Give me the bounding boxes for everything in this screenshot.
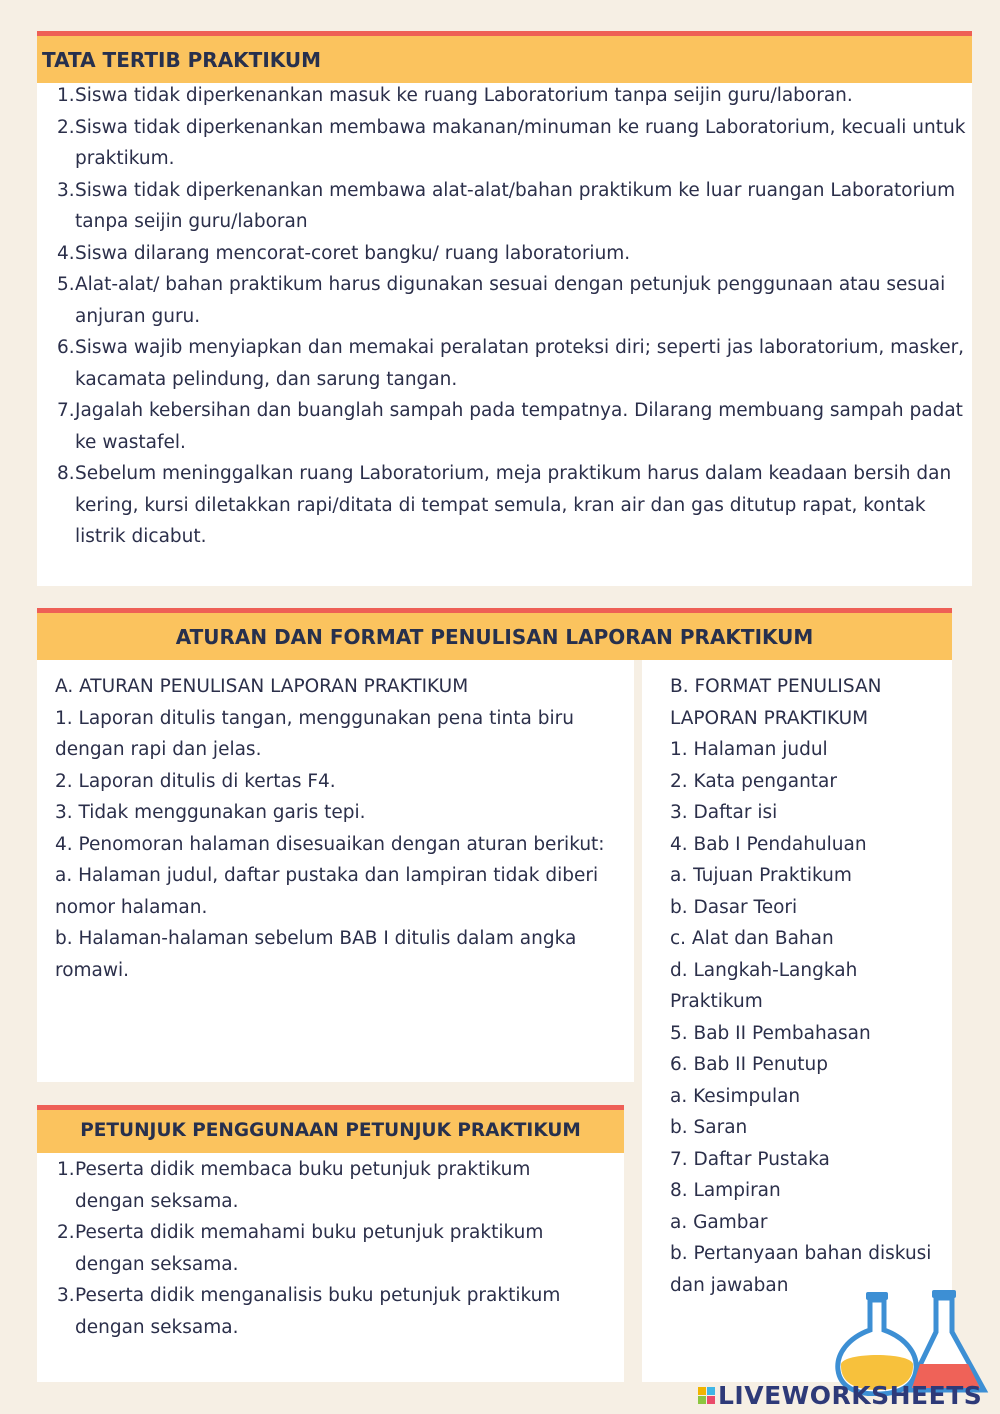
aturan-line: 1. Laporan ditulis tangan, menggunakan pena tinta biru dengan rapi dan jelas. xyxy=(55,707,574,760)
format-line: b. Dasar Teori xyxy=(670,896,798,918)
format-line: c. Alat dan Bahan xyxy=(670,928,834,949)
aturan-content xyxy=(55,671,620,986)
aturan-line: b. Halaman-halaman sebelum BAB I ditulis dalam angka romawi. xyxy=(55,928,577,981)
list-item: 3. Siswa tidak diperkenankan membawa alat-alat/bahan praktikum ke luar ruangan Laboratorium tanpa seijin guru/laboran xyxy=(57,179,956,232)
tata-tertib-header xyxy=(37,31,972,83)
aturan-format-header xyxy=(37,608,952,660)
format-line: 7. Daftar Pustaka xyxy=(670,1148,830,1170)
format-line: b. Saran xyxy=(670,1117,748,1138)
logo-text: LIVEWORKSHEETS xyxy=(718,1380,983,1410)
aturan-line: 4. Penomoran halaman disesuaikan dengan aturan berikut: xyxy=(55,833,605,855)
petunjuk-list xyxy=(37,1154,597,1343)
petunjuk-list-wrap xyxy=(37,1154,597,1343)
format-line: a. Kesimpulan xyxy=(670,1085,801,1107)
aturan-heading: A. ATURAN PENULISAN LAPORAN PRAKTIKUM xyxy=(55,676,469,697)
format-line: 5. Bab II Pembahasan xyxy=(670,1022,871,1044)
tata-tertib-list-wrap xyxy=(37,80,972,553)
format-line: 8. Lampiran xyxy=(670,1180,781,1201)
format-line: b. Pertanyaan bahan diskusi dan jawaban xyxy=(670,1243,932,1296)
tata-tertib-title: TATA TERTIB PRAKTIKUM xyxy=(42,48,322,72)
list-item: 2. Siswa tidak diperkenankan membawa makanan/minuman ke ruang Laboratorium, kecuali untuk praktikum. xyxy=(57,116,966,169)
tata-tertib-list xyxy=(37,80,972,553)
petunjuk-header xyxy=(37,1105,624,1153)
format-line: 1. Halaman judul xyxy=(670,739,828,760)
list-item: 2. Peserta didik memahami buku petunjuk praktikum dengan seksama. xyxy=(57,1222,544,1275)
aturan-format-title: ATURAN DAN FORMAT PENULISAN LAPORAN PRAKTIKUM xyxy=(175,625,814,649)
aturan-line: a. Halaman judul, daftar pustaka dan lampiran tidak diberi nomor halaman. xyxy=(55,865,599,918)
format-line: a. Tujuan Praktikum xyxy=(670,865,852,886)
format-heading: B. FORMAT PENULISAN LAPORAN PRAKTIKUM xyxy=(670,676,882,729)
list-item: 6. Siswa wajib menyiapkan dan memakai peralatan proteksi diri; seperti jas laboratorium, masker, kacamata pelindung, dan sarung tangan. xyxy=(57,337,965,390)
format-line: d. Langkah-Langkah Praktikum xyxy=(670,959,858,1012)
format-line: 6. Bab II Penutup xyxy=(670,1054,829,1075)
list-item: 4. Siswa dilarang mencorat-coret bangku/ ruang laboratorium. xyxy=(57,242,631,264)
format-line: 3. Daftar isi xyxy=(670,802,778,823)
list-item: 3. Peserta didik menganalisis buku petunjuk praktikum dengan seksama. xyxy=(57,1285,561,1338)
format-line: 2. Kata pengantar xyxy=(670,770,837,792)
list-item: 1. Peserta didik membaca buku petunjuk praktikum dengan seksama. xyxy=(57,1159,531,1212)
list-item: 7. Jagalah kebersihan dan buanglah sampah pada tempatnya. Dilarang membuang sampah padat ke wastafel. xyxy=(57,400,963,453)
format-line: a. Gambar xyxy=(670,1211,768,1233)
list-item: 5. Alat-alat/ bahan praktikum harus digunakan sesuai dengan petunjuk penggunaan atau sesuai anjuran guru. xyxy=(57,274,946,327)
liveworksheets-logo xyxy=(698,1380,982,1410)
logo-mark-icon xyxy=(698,1387,715,1404)
format-content xyxy=(670,671,950,1301)
list-item: 1. Siswa tidak diperkenankan masuk ke ruang Laboratorium tanpa seijin guru/laboran. xyxy=(57,85,853,106)
format-line: 4. Bab I Pendahuluan xyxy=(670,833,867,855)
aturan-line: 2. Laporan ditulis di kertas F4. xyxy=(55,770,336,792)
petunjuk-title: PETUNJUK PENGGUNAAN PETUNJUK PRAKTIKUM xyxy=(80,1120,581,1141)
list-item: 8. Sebelum meninggalkan ruang Laboratorium, meja praktikum harus dalam keadaan bersih dan kering, kursi diletakkan rapi/ditata di tempat semula, kran air dan gas ditutup rapat, kontak listrik dicabut. xyxy=(57,463,952,547)
aturan-line: 3. Tidak menggunakan garis tepi. xyxy=(55,802,366,823)
